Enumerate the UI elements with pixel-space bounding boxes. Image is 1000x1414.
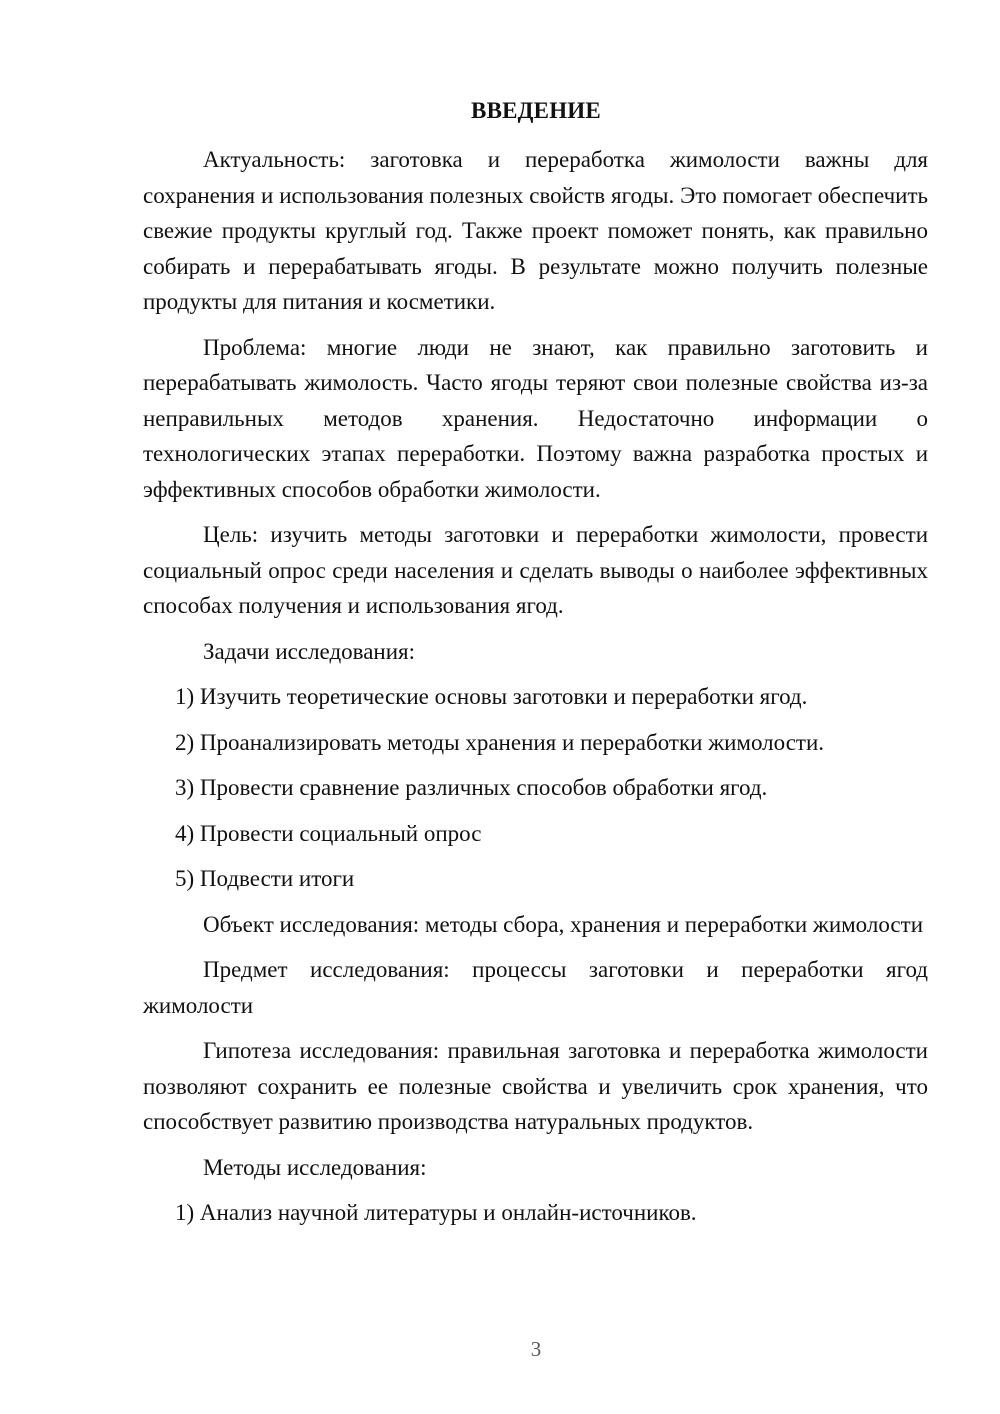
subject-paragraph: Предмет исследования: процессы заготовки и переработки ягод жимолости xyxy=(143,957,928,1018)
goal-paragraph: Цель: изучить методы заготовки и переработки жимолости, провести социальный опрос среди населения и сделать выводы о наиболее эффективных способах получения и использования ягод. xyxy=(143,522,928,618)
page-number: 3 xyxy=(530,1337,542,1361)
page-body xyxy=(143,142,928,1241)
section-title: ВВЕДЕНИЕ xyxy=(471,98,601,123)
task-item-1: 1) Изучить теоретические основы заготовки и переработки ягод. xyxy=(175,684,808,709)
task-item-4: 4) Провести социальный опрос xyxy=(175,820,482,846)
problem-paragraph: Проблема: многие люди не знают, как правильно заготовить и перерабатывать жимолость. Часто ягоды теряют свои полезные свойства из-за неправильных методов хранения. Недостаточно информации о технологических этапах переработки. Поэтому важна разработка простых и эффективных способов обработки жимолости. xyxy=(143,334,928,502)
object-paragraph: Объект исследования: методы сбора, хранения и переработки жимолости xyxy=(203,911,923,937)
relevance-paragraph: Актуальность: заготовка и переработка жимолости важны для сохранения и использования полезных свойств ягоды. Это помогает обеспечить свежие продукты круглый год. Также проект поможет понять, как правильно собирать и перерабатывать ягоды. В результате можно получить полезные продукты для питания и косметики. xyxy=(143,147,928,314)
hypothesis-paragraph: Гипотеза исследования: правильная заготовка и переработка жимолости позволяют сохранить ее полезные свойства и увеличить срок хранения, что способствует развитию производства натуральных продуктов. xyxy=(143,1038,928,1134)
method-item-1: 1) Анализ научной литературы и онлайн-источников. xyxy=(175,1200,697,1225)
task-item-5: 5) Подвести итоги xyxy=(175,866,355,891)
task-item-3: 3) Провести сравнение различных способов обработки ягод. xyxy=(175,775,768,800)
methods-heading: Методы исследования: xyxy=(203,1154,427,1180)
task-item-2: 2) Проанализировать методы хранения и переработки жимолости. xyxy=(175,729,825,755)
tasks-heading: Задачи исследования: xyxy=(203,638,416,664)
